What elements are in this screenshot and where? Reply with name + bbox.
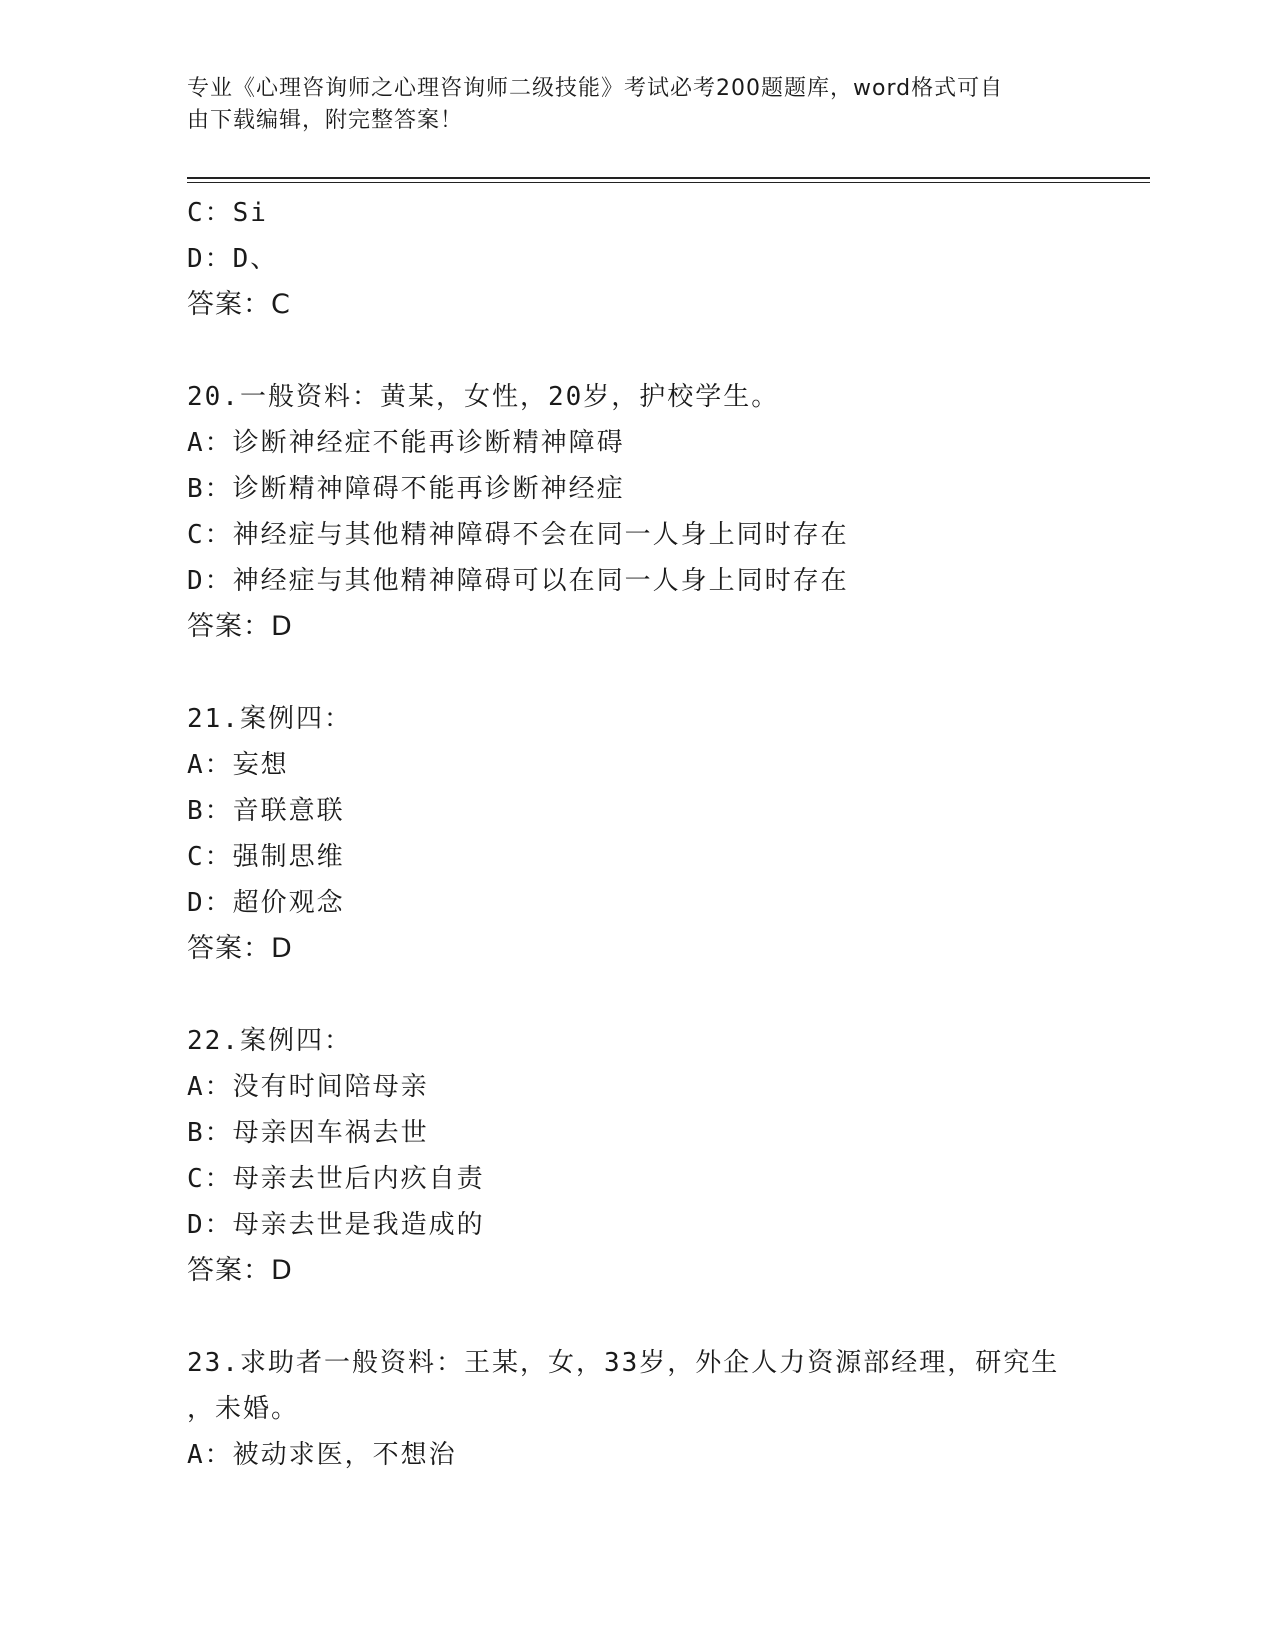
option-a: A：诊断神经症不能再诊断精神障碍: [187, 428, 625, 458]
option-a: A：被动求医，不想治: [187, 1440, 457, 1470]
option-c: C：强制思维: [187, 842, 345, 872]
spacer: [187, 1294, 1117, 1340]
option-c: C：母亲去世后内疚自责: [187, 1164, 485, 1194]
answer-line: 答案：D: [187, 1255, 293, 1286]
question-stem: 20.一般资料：黄某，女性，20岁，护校学生。: [187, 382, 780, 412]
option-b: B：诊断精神障碍不能再诊断神经症: [187, 474, 625, 504]
answer-line: 答案：D: [187, 933, 293, 964]
header-line-2: 由下载编辑，附完整答案！: [187, 108, 464, 133]
option-c: C：神经症与其他精神障碍不会在同一人身上同时存在: [187, 520, 849, 550]
question-23: [187, 1340, 1117, 1478]
question-stem: 21.案例四：: [187, 704, 352, 734]
option-a: A：没有时间陪母亲: [187, 1072, 429, 1102]
question-stem: 23.求助者一般资料：王某，女，33岁，外企人力资源部经理，研究生: [187, 1348, 1060, 1378]
option-a: A：妄想: [187, 750, 289, 780]
question-stem: 22.案例四：: [187, 1026, 352, 1056]
answer-line: 答案：C: [187, 289, 291, 320]
option-c: C：Si: [187, 198, 268, 228]
option-d: D：神经症与其他精神障碍可以在同一人身上同时存在: [187, 566, 849, 596]
question-22: [187, 1018, 1117, 1294]
question-content: [187, 190, 1117, 1478]
option-b: B：母亲因车祸去世: [187, 1118, 429, 1148]
question-20: [187, 374, 1117, 650]
answer-line: 答案：D: [187, 611, 293, 642]
header-divider-thick: [187, 177, 1150, 179]
option-b: B：音联意联: [187, 796, 345, 826]
previous-question-tail: [187, 190, 1117, 328]
option-d: D：D、: [187, 244, 279, 274]
document-header: [187, 73, 1067, 137]
question-21: [187, 696, 1117, 972]
option-d: D：母亲去世是我造成的: [187, 1210, 485, 1240]
header-divider-thin: [187, 182, 1150, 183]
option-d: D：超价观念: [187, 888, 345, 918]
spacer: [187, 972, 1117, 1018]
header-line-1: 专业《心理咨询师之心理咨询师二级技能》考试必考200题题库，word格式可自: [187, 76, 1004, 101]
spacer: [187, 650, 1117, 696]
spacer: [187, 328, 1117, 374]
question-stem-continued: ，未婚。: [187, 1394, 300, 1424]
